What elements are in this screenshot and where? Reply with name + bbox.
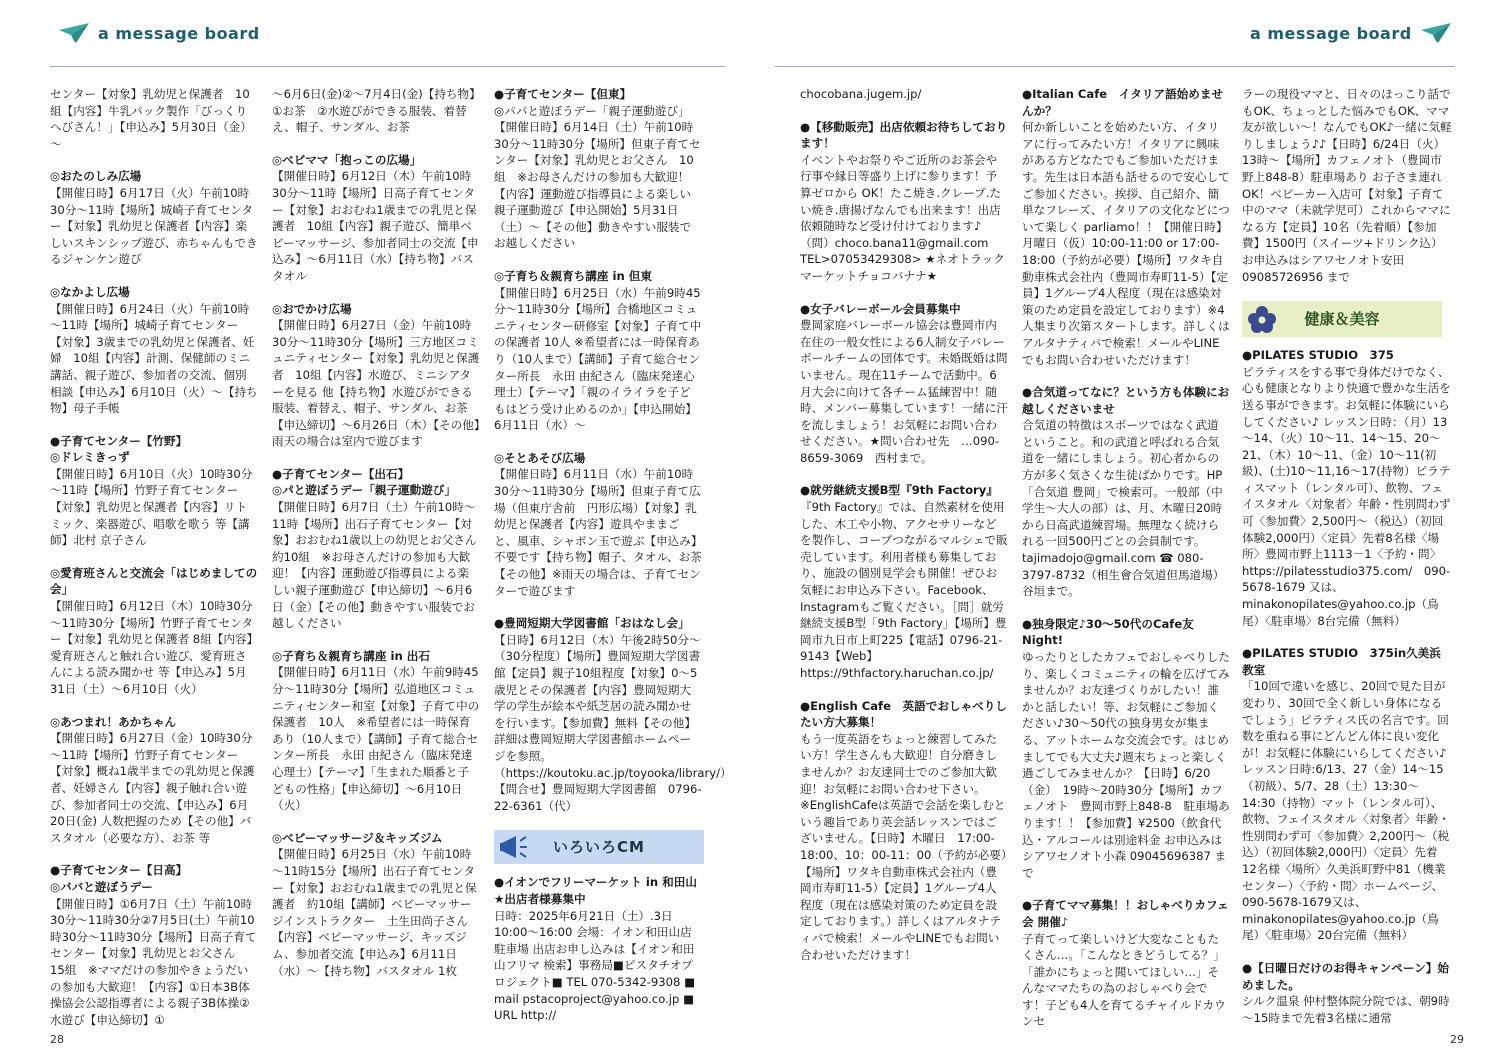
board-title: a message board <box>1250 23 1412 43</box>
megaphone-icon <box>498 832 530 862</box>
center-heading: ●合気道ってなに？という方も体験にお越しくださいませ <box>1022 385 1230 416</box>
entry-heading: ◎おたのしみ広場 <box>50 169 142 184</box>
brand-header-left <box>58 22 260 44</box>
entry <box>494 86 702 252</box>
center-heading: ●子育てママ募集！！おしゃべりカフェ会 開催♪ <box>1022 898 1229 929</box>
entry-body: ◎パパと遊ぼうデー「親子運動遊び」【開催日時】6月14日（土）午前10時30分～11時30分【場所】但東子育てセンター【対象】乳幼児とお父さん 10組 ※お母さんだけの参加も大歓迎！【内容】運動遊び指導員による楽しい親子運動遊び【申込開始】5月31日（土）～【その他】動きやすい服装でお越しください <box>494 103 701 251</box>
center-heading: ●女子バレーボール会員募集中 <box>800 301 961 316</box>
entry-body: 【開催日時】6月27日（金）午前10時30分～11時30分【場所】三方地区コミュニティセンター【対象】乳幼児と保護者 10組【内容】水遊び、ミニシアターを見る 他【持ち物】水遊びができる服装、着替え、帽子、サンダル、お茶【申込締切】～6月26日（木）【その他】雨天の場合は室内で遊びます <box>272 318 480 449</box>
entry <box>50 565 258 698</box>
entry-body: もう一度英語をちょっと練習してみたい方！学生さんも大歓迎！自分磨きしませんか？お友達同士でのご参加大歓迎！お気軽にお問い合わせ下さい。※EnglishCafeは英語で会話を楽しむという趣旨であり英会話レッスンではございません。【日時】木曜日 17:00-18:00、10：00-11：00（予約が必要）【場所】ワタキ自動車株式会社内（豊岡市寿町11-5）【定員】1グループ4人程度（現在は感染対策のため定員を設定しております。）詳しくはアルタナティバで検索！メールやLINEでもお問い合わせいただけます！ <box>800 731 1007 962</box>
right-page <box>750 0 1500 1064</box>
entry <box>494 268 702 434</box>
entry <box>50 86 258 152</box>
brand-header-right <box>1250 22 1452 44</box>
entry <box>800 482 1008 681</box>
entry-heading: ◎ババと遊ぼうデー <box>50 879 153 894</box>
section-tag-cm <box>494 830 704 864</box>
entry <box>800 119 1008 285</box>
entry-body: 【開催日時】6月11日（水）午前10時30分～11時30分【場所】但東子育て広場（但東庁舎前 円形広場）【対象】乳幼児と保護者【内容】遊具やままごと、風車、シャボン玉で遊ぶ【申込み】不要です【持ち物】帽子、タオル、お茶【その他】※雨天の場合は、子育てセンターで遊びます <box>494 467 702 598</box>
entry-body: ゆったりとしたカフェでおしゃべりしたり、楽しくコミュニティの輪を広げてみませんか？お友達づくりがしたい！誰かと話したい！等、お気軽にご参加ください♪30～50代の独身男女が集まる、アットホームな交流会です。はじめましてでも大丈夫♪週末ちょっと楽しく過ごしてみませんか？【日時】6/20（金） 19時～20時30分【場所】カフェノオト 豊岡市野上848-8 駐車場あります！！【参加費】¥2500（飲食代込・アルコールは別途料金 お申込みはシアワセノオト小森 09045696387 まで <box>1022 650 1230 880</box>
center-heading: ●PILATES STUDIO 375in久美浜教室 <box>1242 646 1441 677</box>
center-heading: ●子育てセンター【日高】 <box>50 863 188 878</box>
entry <box>1022 616 1230 882</box>
entry-body: 【開催日時】6月10日（火）10時30分～11時【場所】竹野子育てセンター【対象】乳幼児と保護者【内容】リトミック、楽器遊び、唱歌を歌う 等【講師】北村 京子さん <box>50 466 253 548</box>
entry <box>272 648 480 814</box>
center-heading: ●English Cafe 英語でおしゃべりしたい方大募集！ <box>800 698 1007 730</box>
entry-heading: ◎子育ち＆親育ち講座 in 但東 <box>494 268 652 283</box>
entry-body: 【開催日時】6月7日（土）午前10時～11時【場所】出石子育てセンター【対象】おおむね1歳以上の幼児とお父さん 約10組 ※お母さんだけの参加も大歓迎！【内容】運動遊び指導員による楽しい親子運動遊び【申込締切】～6月6日（金）【その他】動きやすい服装でお越しください <box>272 500 489 631</box>
entry-body: 【開催日時】6月25日（水）午前9時45分～11時30分【場所】合橋地区コミュニティセンター研修室【対象】子育て中の保護者 10人 ※希望者には一時保育あり（10人まで）【講師】子育て総合センター所長 永田 由紀さん（臨床発達心理士）【テーマ】「親のイライラを子どもはどう受け止めるのか」【申込開始】6月11日（水）～ <box>494 285 702 433</box>
entry-body: 【開催日時】6月12日（木）10時30分～11時30分【場所】竹野子育てセンター【対象】乳幼児と保護者 8組【内容】愛育班さんと触れ合い遊び、愛育班さんによる読み聞かせ 等【申込み】5月31日（土）～6月10日（火） <box>50 599 253 696</box>
entry-heading: ◎なかよし広場 <box>50 284 130 299</box>
entry <box>50 168 258 268</box>
entry-body: 【日時】6月12日（木）午後2時50分～（30分程度）【場所】豊岡短期大学図書館【定員】親子10組程度【対象】0～5歳児とその保護者【内容】豊岡短期大学の学生が絵本や紙芝居の読み聞かせを行います。【参加費】無料【その他】詳細は豊岡短期大学図書館ホームページを参照。（https://koutoku.ac.jp/toyooka/library/）【問合せ】豊岡短期大学図書館 0796-22-6361（代） <box>494 632 732 813</box>
section-label: いろいろCM <box>553 838 645 857</box>
entry-body: 豊岡家庭バレーボール協会は豊岡市内在住の一般女性による6人制女子バレーボールチームの団体です。未婚既婚は問いません。現在11チームで活動中。6月大会に向けて各チーム猛練習中！随時、メンバー募集しています！一緒に汗を流しましょう！お気軽にお問い合わせください。★問い合わせ先 …090-8659-3069 西村まで。 <box>800 318 1008 465</box>
entry <box>1242 960 1452 1026</box>
entry-body: 【開催日時】6月25日（水）午前10時～11時15分【場所】出石子育てセンター【対象】おおむね1歳までの乳児と保護者 約10組【講師】ベビーマッサージインストラクター 土生田尚子さん【内容】ベビーマッサージ、キッズジム、参加者交流【申込み】6月11日（水）～【持ち物】バスタオル 1枚 <box>272 847 477 978</box>
entry-body: ～6月6日(金)②～7月4日(金)【持ち物】①お茶 ②水遊びができる服装、着替え、帽子、サンダル、お茶 <box>272 87 475 135</box>
entry-body: 【開催日時】①6月7日（土）午前10時30分～11時30分②7月5日(土）午前10時30分～11時30分【場所】日高子育てセンター【対象】乳幼児とお父さん 15組 ※ママだけの参加やきょうだいの参加も大歓迎！【内容】①日本3B体操協会公認指導者による親子3B体操②水遊び【申込締切】① <box>50 896 257 1027</box>
center-heading: ●PILATES STUDIO 375 <box>1242 348 1394 363</box>
entry-body: ラーの現役ママと、日々のほっこり話でもOK、ちょっとした悩みでもOK、ママ友が欲しい～！なんでもOK♪一緒に気軽りしましょう♪♪【日時】6/24日（火）13時～【場所】カフェノオト（豊岡市野上848-8）駐車場あり お子さま連れOK！ベビーカー入店可【対象】子育て中のママ（未就学児可）これからママになる方【定員】10名（先着順）【参加費】1500円（スイーツ+ドリンク込）お申込みはシアワセノオト安田 09085726956 まで <box>1242 87 1452 284</box>
entry-body: 【開催日時】6月11日（水）午前9時45分～11時30分【場所】弘道地区コミュニティセンター和室【対象】子育て中の保護者 10人 ※希望者には一時保育あり（10人まで）【講師】子育て総合センター所長 永田 由紀さん（臨床発達心理士）【テーマ】「生まれた順番と子どもの性格」【申込締切】～6月10日（火） <box>272 665 480 813</box>
entry <box>50 714 258 847</box>
center-heading: ●子育てセンター【竹野】 <box>50 433 188 448</box>
entry <box>800 301 1008 467</box>
right-column-3 <box>1242 86 1452 1026</box>
entry <box>1022 897 1230 1030</box>
paper-plane-icon <box>58 22 90 44</box>
entry-heading: ◎ベビママ「抱っこの広場」 <box>272 152 422 167</box>
entry <box>272 466 489 632</box>
entry-heading: ◎子育ち＆親育ち講座 in 出石 <box>272 648 430 663</box>
header-rule <box>775 66 1455 67</box>
entry-body: 合気道の特徴はスポーツではなく武道ということ。和の武道と呼ばれる合気道を一緒にしましょう。初心者からの方が多く気さくな生徒ばかりです。HP「合気道 豊岡」で検索可。一般部（中学生～大人の部）は、月、木曜日20時から日高武道練習場。無理なく続けられる一回500円ごとの会員制です。tajimadojo@gmail.com ☎ 080-3797-8732（相生會合気道但馬道場）谷垣まで。 <box>1022 418 1225 599</box>
entry <box>50 862 258 1028</box>
center-heading: ●就労継続支援B型『9th Factory』 <box>800 483 998 498</box>
entry-body: chocobana.jugem.jp/ <box>800 87 922 101</box>
right-column-1 <box>800 86 1008 1026</box>
entry <box>50 433 258 549</box>
entry <box>272 86 480 136</box>
entry <box>1242 347 1452 629</box>
entry <box>800 86 1008 103</box>
left-column-2 <box>272 86 489 1026</box>
entry-body: シルク温泉 仲村整体院分院では、朝9時～15時まで先着3名様に通常 <box>1242 994 1450 1025</box>
entry <box>1022 384 1230 600</box>
entry <box>494 450 702 599</box>
entry-body: 子育てって楽しいけど大変なこともたくさん…。「こんなときどうしてる？」「誰かにちょっと聞いてほしい…」そんなママたちの為のおしゃべり会です！子ども4人を育てるチャイルドカウンセ <box>1022 931 1226 1029</box>
entry-heading: ◎ベビーマッサージ＆キッズジム <box>272 830 443 845</box>
entry-heading: ◎あつまれ！あかちゃん <box>50 714 177 729</box>
entry-body: 『9th Factory』では、自然素材を使用した、木工や小物、アクセサリーなどを製作し、コープつながるマルシェで販売しています。利用者様も募集しており、施設の個別見学会も開催！ぜひお気軽にお申込み下さい。Facebook、Instagramもご覧ください。［問］就労継続支援B型「9th Factory」【場所】豊岡市九日市上町225【電話】0796-21-9143【Web】https://9thfactory.haruchan.co.jp/ <box>800 500 1008 680</box>
entry-heading: ◎ドレミきっず <box>50 450 130 465</box>
section-tag-health <box>1242 301 1442 337</box>
entry-body: 日時：2025年6月21日（土）.3日10:00～16:00 会場：イオン和田山店駐車場 出店お申し込みは【イオン和田山フリマ 検索】事務局■ピスタチオプロジェクト■ TEL 070-5342-9308 ■ mail pstacoproject@yahoo.co.jp ■ URL http:// <box>494 908 696 1023</box>
entry <box>272 301 480 450</box>
flower-icon <box>1246 304 1278 334</box>
entry-body: 【開催日時】6月27日（金）10時30分～11時【場所】竹野子育てセンター【対象】概ね1歳半までの乳幼児と保護者、妊婦さん【内容】親子触れ合い遊び、参加者同士の交流、【申込み】6月20日(金) 人数把握のため【その他】バスタオル（必要な方）、お茶 等 <box>50 731 255 845</box>
center-heading: ●イオンでフリーマーケット in 和田山★出店者様募集中 <box>494 875 697 906</box>
left-column-1 <box>50 86 258 1026</box>
entry-body: 何か新しいことを始めたい方、イタリアに行ってみたい方！イタリアに興味がある方どなたでもご参加いただけます。先生は日本語も話せるので安心してご参加ください。挨拶、自己紹介、簡単なフレーズ、イタリアの文化などについて楽しく parliamo！！【開催日時】月曜日（仮）10:00-11:00 or 17:00-18:00（予約が必要）【場所】ワタキ自動車株式会社内（豊岡市寿町11-5）【定員】1グループ4人程度（現在は感染対策のため定員を設定しております）※4人集まり次第スタートします。詳しくはアルタナティバで検索！メールやLINEでもお問い合わせいただけます！ <box>1022 120 1230 367</box>
entry-body: センター【対象】乳幼児と保護者 10組【内容】牛乳パック製作「びっくりへびさん！」【申込み】5月30日（金）～ <box>50 87 252 151</box>
section-label: 健康＆美容 <box>1304 309 1380 328</box>
entry-heading: ◎パと遊ぼうデー「親子運動遊び」 <box>272 483 457 498</box>
page-number-right: 29 <box>1450 1033 1464 1046</box>
paper-plane-icon <box>1420 22 1452 44</box>
entry <box>272 830 480 979</box>
center-heading: ●子育てセンター【但東】 <box>494 87 632 101</box>
entry <box>1242 86 1452 285</box>
entry-body: 【開催日時】6月24日（火）午前10時～11時【場所】城崎子育てセンター【対象】3歳までの乳幼児と保護者、妊婦 10組【内容】計測、保健師のミニ講話、親子遊び、参加者の交流、個別相談【申込み】6月10日（火）～【持ち物】母子手帳 <box>50 301 258 416</box>
center-heading: ●Italian Cafe イタリア語始めませんか？ <box>1022 87 1224 118</box>
entry <box>494 615 732 814</box>
page-number-left: 28 <box>50 1033 64 1046</box>
entry <box>1022 86 1230 368</box>
entry-body: ピラティスをする事で身体だけでなく、心も健康となりより快適で豊かな生活を送る事ができます。お気軽に体験にいらしてください♪ レッスン日時：（月）13～14、（火）10～11、14～15、20～21、（木）10～11、（金）10～11(初級)、(土)10～11,16～17(持物）ピラティスマット（レンタル可）、飲物、フェイスタオル〈対象者〉年齢・性別問わず可〈参加費〉2,500円～（税込）（初回体験2,000円）〈定員〉先着8名様〈場所〉豊岡市野上1113－1〈予約・問〉https://pilatesstudio375.com/ 090-5678-1679 又は、minakonopilates@yahoo.co.jp（鳥尾）〈駐車場〉8台完備（無料） <box>1242 364 1451 628</box>
entry-body: 【開催日時】6月12日（木）午前10時30分～11時【場所】日高子育てセンター【対象】おおむね1歳までの乳児と保護者 10組【内容】親子遊び、簡単ベビーマッサージ、参加者同士の交流【申込み】～6月11日（水）【持ち物】バスタオル <box>272 169 479 283</box>
entry <box>1242 645 1452 944</box>
center-heading: ●【移動販売】出店依頼お待ちしております！ <box>800 119 1008 151</box>
entry <box>494 874 702 1023</box>
entry-heading: ◎おでかけ広場 <box>272 301 352 316</box>
left-column-3 <box>494 86 732 1026</box>
entry-heading: ◎愛育班さんと交流会「はじめましての会」 <box>50 565 258 597</box>
entry-heading: ◎そとあそび広場 <box>494 450 586 465</box>
right-column-2 <box>1022 86 1230 1029</box>
entry-body: 「10回で違いを感じ、20回で見た目が変わり、30回で全く新しい身体になるでしょう」ピラティス氏の名言です。回数を重ねる事にどんどん体に良い変化が！お気軽に体験にいらしてください♪ レッスン日時:6/13、27（金）14～15（初級）、5/7、28（土）13:30～14:30（持物）マット（レンタル可）、飲物、フェイスタオル〈対象者〉年齢・性別問わず可〈参加費〉2,200円～（税込）（初回体験2,000円）〈定員〉先着12名様〈場所〉久美浜町野中81（機業センター）〈予約・問〉ホームページ、090-5678-1679又は、minakonopilates@yahoo.co.jp（鳥尾）〈駐車場〉20台完備（無料） <box>1242 679 1450 943</box>
entry <box>800 698 1008 964</box>
entry-body: イベントやお祭りやご近所のお茶会や行事や縁日等盛り上げに参ります！予算ゼロから OK！たこ焼き.クレープ.たい焼き.唐揚げなんでも出来ます！出店依頼随時など受け付けております♪（問）choco.bana11@gmail.com TEL>07053429308> ★ネオトラックマーケットチョコバナナ★ <box>800 152 1005 283</box>
center-heading: ●独身限定♪30～50代のCafe友Night! <box>1022 616 1194 648</box>
header-rule <box>50 66 725 67</box>
entry-body: 【開催日時】6月17日（火）午前10時30分～11時【場所】城崎子育てセンター【対象】乳幼児と保護者【内容】楽しいスキンシップ遊び、赤ちゃんもできるジャンケン遊び <box>50 185 258 267</box>
center-heading: ●【日曜日だけのお得キャンペーン】始めました。 <box>1242 960 1449 992</box>
entry <box>50 284 258 417</box>
board-title: a message board <box>98 23 260 43</box>
center-heading: ●子育てセンター【出石】 <box>272 466 410 481</box>
center-heading: ●豊岡短期大学図書館「おはなし会」 <box>494 616 690 631</box>
entry <box>272 152 480 285</box>
